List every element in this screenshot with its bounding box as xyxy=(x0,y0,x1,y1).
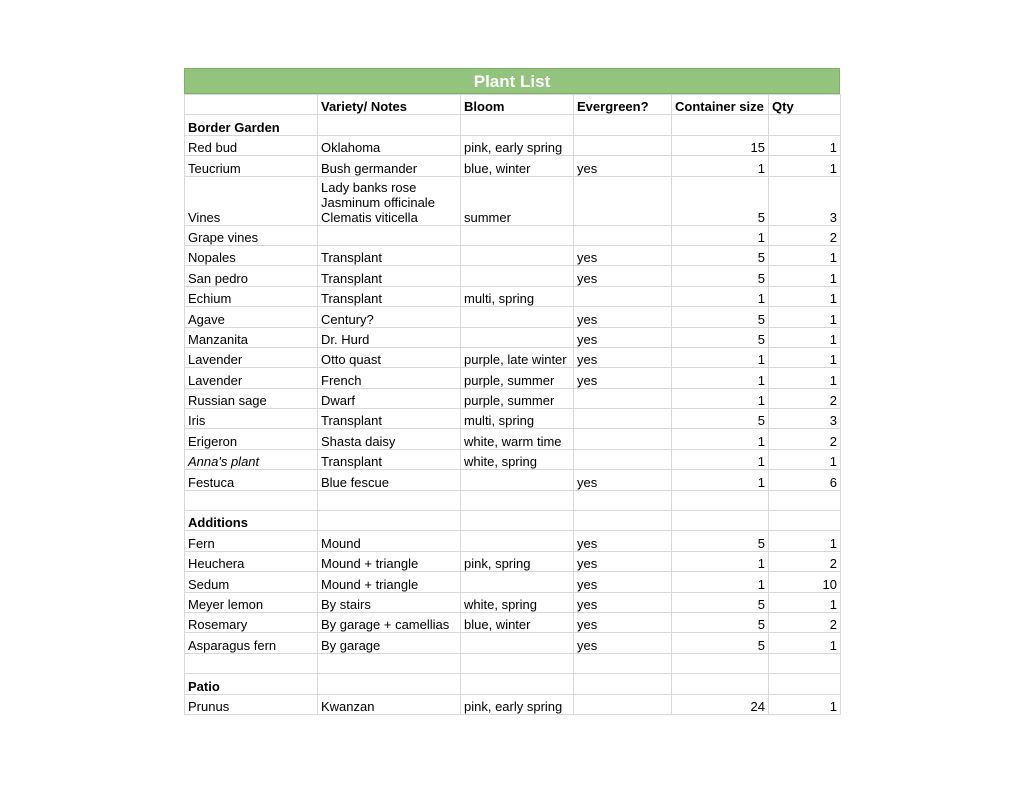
empty-cell[interactable] xyxy=(769,653,841,673)
plant-notes-cell[interactable] xyxy=(318,176,461,225)
plant-name-cell[interactable]: Heuchera xyxy=(185,551,318,571)
plant-bloom-cell[interactable] xyxy=(461,327,574,347)
plant-evergreen-cell[interactable]: yes xyxy=(574,307,672,327)
blank-row xyxy=(185,653,841,673)
plant-name-cell[interactable]: Sedum xyxy=(185,572,318,592)
plant-qty-cell[interactable]: 1 xyxy=(769,347,841,367)
empty-cell[interactable] xyxy=(461,674,574,694)
plant-evergreen-cell[interactable]: yes xyxy=(574,531,672,551)
plant-qty-cell[interactable]: 2 xyxy=(769,551,841,571)
empty-cell[interactable] xyxy=(461,511,574,531)
plant-container-cell[interactable]: 1 xyxy=(672,449,769,469)
header-cell-qty[interactable]: Qty xyxy=(769,95,841,115)
plant-name-cell[interactable]: Nopales xyxy=(185,245,318,265)
plant-container-cell[interactable]: 1 xyxy=(672,470,769,490)
plant-bloom-cell[interactable]: white, spring xyxy=(461,449,574,469)
plant-bloom-cell[interactable]: purple, summer xyxy=(461,368,574,388)
empty-cell[interactable] xyxy=(672,115,769,135)
plant-container-cell[interactable]: 5 xyxy=(672,245,769,265)
note-line: Mound + triangle xyxy=(321,576,419,592)
plant-notes-cell[interactable] xyxy=(318,470,461,490)
empty-cell[interactable] xyxy=(318,115,461,135)
plant-qty-cell[interactable]: 1 xyxy=(769,592,841,612)
plant-qty-cell[interactable]: 1 xyxy=(769,633,841,653)
plant-row xyxy=(185,449,841,469)
plant-evergreen-cell[interactable]: yes xyxy=(574,266,672,286)
plant-bloom-cell[interactable]: white, spring xyxy=(461,592,574,612)
plant-bloom-cell[interactable]: blue, winter xyxy=(461,156,574,176)
note-line: Shasta daisy xyxy=(321,433,396,449)
note-line: Dwarf xyxy=(321,393,355,409)
plant-name-cell[interactable]: Anna's plant xyxy=(185,449,318,469)
plant-qty-cell[interactable]: 1 xyxy=(769,135,841,155)
plant-notes-cell[interactable] xyxy=(318,429,461,449)
plant-container-cell[interactable]: 5 xyxy=(672,409,769,429)
section-header-row xyxy=(185,674,841,694)
plant-notes-cell[interactable] xyxy=(318,551,461,571)
section-name-cell[interactable]: Border Garden xyxy=(185,115,318,135)
plant-container-cell[interactable]: 15 xyxy=(672,135,769,155)
note-line: Transplant xyxy=(321,250,382,266)
plant-notes-cell[interactable] xyxy=(318,633,461,653)
plant-notes-cell[interactable] xyxy=(318,327,461,347)
plant-container-cell[interactable]: 1 xyxy=(672,429,769,449)
blank-row xyxy=(185,490,841,510)
plant-evergreen-cell[interactable]: yes xyxy=(574,633,672,653)
plant-notes-cell[interactable] xyxy=(318,266,461,286)
empty-cell[interactable] xyxy=(318,511,461,531)
note-line: Otto quast xyxy=(321,352,381,368)
plant-notes-cell[interactable] xyxy=(318,245,461,265)
plant-evergreen-cell[interactable] xyxy=(574,409,672,429)
plant-name-cell[interactable]: Prunus xyxy=(185,694,318,714)
note-line: By stairs xyxy=(321,596,371,612)
plant-qty-cell[interactable]: 3 xyxy=(769,409,841,429)
plant-evergreen-cell[interactable] xyxy=(574,449,672,469)
note-line: By garage xyxy=(321,637,381,653)
plant-bloom-cell[interactable]: purple, late winter xyxy=(461,347,574,367)
plant-name-cell[interactable]: Asparagus fern xyxy=(185,633,318,653)
plant-notes-cell[interactable] xyxy=(318,531,461,551)
plant-qty-cell[interactable]: 2 xyxy=(769,612,841,632)
empty-cell[interactable] xyxy=(574,511,672,531)
plant-name-cell[interactable]: Vines xyxy=(185,176,318,225)
empty-cell[interactable] xyxy=(461,490,574,510)
note-line: By garage + camellias xyxy=(321,617,450,633)
note-line: French xyxy=(321,372,362,388)
plant-bloom-cell[interactable] xyxy=(461,470,574,490)
plant-bloom-cell[interactable] xyxy=(461,633,574,653)
plant-row xyxy=(185,409,841,429)
plant-evergreen-cell[interactable]: yes xyxy=(574,327,672,347)
empty-cell[interactable] xyxy=(185,490,318,510)
plant-container-cell[interactable]: 5 xyxy=(672,176,769,225)
note-line: Dr. Hurd xyxy=(321,331,370,347)
plant-evergreen-cell[interactable] xyxy=(574,429,672,449)
plant-container-cell[interactable]: 1 xyxy=(672,347,769,367)
plant-notes-cell[interactable] xyxy=(318,694,461,714)
empty-cell[interactable] xyxy=(672,653,769,673)
note-line: Jasminum officinale xyxy=(321,194,435,210)
empty-cell[interactable] xyxy=(185,653,318,673)
empty-cell[interactable] xyxy=(461,653,574,673)
plant-evergreen-cell[interactable] xyxy=(574,286,672,306)
empty-cell[interactable] xyxy=(574,115,672,135)
plant-bloom-cell[interactable]: summer xyxy=(461,176,574,225)
plant-name-cell[interactable]: Lavender xyxy=(185,368,318,388)
plant-evergreen-cell[interactable] xyxy=(574,176,672,225)
plant-name-cell[interactable]: San pedro xyxy=(185,266,318,286)
plant-container-cell[interactable]: 5 xyxy=(672,307,769,327)
note-line: Lady banks rose xyxy=(321,179,417,195)
plant-container-cell[interactable]: 24 xyxy=(672,694,769,714)
header-cell-notes[interactable]: Variety/ Notes xyxy=(318,95,461,115)
plant-qty-cell[interactable]: 1 xyxy=(769,245,841,265)
plant-bloom-cell[interactable]: purple, summer xyxy=(461,388,574,408)
plant-qty-cell[interactable]: 6 xyxy=(769,470,841,490)
plant-row xyxy=(185,176,841,225)
note-line: Clematis viticella xyxy=(321,209,418,225)
plant-row xyxy=(185,470,841,490)
plant-qty-cell[interactable]: 1 xyxy=(769,368,841,388)
note-line: Mound xyxy=(321,535,361,551)
plant-evergreen-cell[interactable]: yes xyxy=(574,470,672,490)
plant-evergreen-cell[interactable] xyxy=(574,135,672,155)
plant-evergreen-cell[interactable] xyxy=(574,388,672,408)
empty-cell[interactable] xyxy=(672,490,769,510)
plant-name-cell[interactable]: Echium xyxy=(185,286,318,306)
plant-row xyxy=(185,612,841,632)
plant-notes-cell[interactable] xyxy=(318,156,461,176)
plant-row xyxy=(185,592,841,612)
plant-evergreen-cell[interactable]: yes xyxy=(574,347,672,367)
plant-evergreen-cell[interactable]: yes xyxy=(574,245,672,265)
plant-container-cell[interactable]: 1 xyxy=(672,368,769,388)
plant-notes-cell[interactable] xyxy=(318,449,461,469)
plant-qty-cell[interactable]: 1 xyxy=(769,307,841,327)
empty-cell[interactable] xyxy=(574,653,672,673)
plant-container-cell[interactable]: 1 xyxy=(672,286,769,306)
plant-row xyxy=(185,531,841,551)
header-row xyxy=(185,95,841,115)
plant-container-cell[interactable]: 1 xyxy=(672,572,769,592)
empty-cell[interactable] xyxy=(318,674,461,694)
empty-cell[interactable] xyxy=(769,674,841,694)
empty-cell[interactable] xyxy=(318,653,461,673)
plant-row xyxy=(185,307,841,327)
plant-qty-cell[interactable]: 3 xyxy=(769,176,841,225)
plant-container-cell[interactable]: 1 xyxy=(672,551,769,571)
note-line: Century? xyxy=(321,311,374,327)
section-name-cell[interactable]: Additions xyxy=(185,511,318,531)
plant-container-cell[interactable]: 1 xyxy=(672,156,769,176)
plant-bloom-cell[interactable]: white, warm time xyxy=(461,429,574,449)
plant-row xyxy=(185,225,841,245)
plant-table-body xyxy=(185,115,841,715)
plant-qty-cell[interactable]: 1 xyxy=(769,449,841,469)
plant-bloom-cell[interactable]: blue, winter xyxy=(461,612,574,632)
section-header-row xyxy=(185,115,841,135)
plant-evergreen-cell[interactable]: yes xyxy=(574,592,672,612)
plant-evergreen-cell[interactable]: yes xyxy=(574,572,672,592)
plant-name-cell[interactable]: Erigeron xyxy=(185,429,318,449)
plant-container-cell[interactable]: 5 xyxy=(672,633,769,653)
plant-name-cell[interactable]: Fern xyxy=(185,531,318,551)
note-line: Transplant xyxy=(321,454,382,470)
plant-bloom-cell[interactable]: pink, early spring xyxy=(461,694,574,714)
header-cell-evergreen[interactable]: Evergreen? xyxy=(574,95,672,115)
plant-name-cell[interactable]: Agave xyxy=(185,307,318,327)
plant-row xyxy=(185,327,841,347)
plant-notes-cell[interactable] xyxy=(318,612,461,632)
plant-qty-cell[interactable]: 1 xyxy=(769,327,841,347)
note-line: Mound + triangle xyxy=(321,556,419,572)
plant-name-cell[interactable]: Teucrium xyxy=(185,156,318,176)
plant-name-cell[interactable]: Lavender xyxy=(185,347,318,367)
section-name-cell[interactable]: Patio xyxy=(185,674,318,694)
empty-cell[interactable] xyxy=(672,674,769,694)
header-cell-bloom[interactable]: Bloom xyxy=(461,95,574,115)
plant-row xyxy=(185,388,841,408)
plant-name-cell[interactable]: Red bud xyxy=(185,135,318,155)
plant-list-sheet xyxy=(184,68,840,715)
plant-qty-cell[interactable]: 2 xyxy=(769,429,841,449)
plant-notes-cell[interactable] xyxy=(318,572,461,592)
plant-notes-cell[interactable] xyxy=(318,286,461,306)
plant-bloom-cell[interactable] xyxy=(461,531,574,551)
empty-cell[interactable] xyxy=(574,490,672,510)
plant-evergreen-cell[interactable] xyxy=(574,694,672,714)
plant-name-cell[interactable]: Iris xyxy=(185,409,318,429)
plant-container-cell[interactable]: 1 xyxy=(672,225,769,245)
plant-container-cell[interactable]: 5 xyxy=(672,531,769,551)
plant-notes-cell[interactable] xyxy=(318,347,461,367)
note-line: Blue fescue xyxy=(321,474,389,490)
plant-row xyxy=(185,633,841,653)
plant-name-cell[interactable]: Festuca xyxy=(185,470,318,490)
plant-row xyxy=(185,266,841,286)
plant-name-cell[interactable]: Grape vines xyxy=(185,225,318,245)
plant-row xyxy=(185,429,841,449)
plant-qty-cell[interactable]: 2 xyxy=(769,225,841,245)
plant-qty-cell[interactable]: 2 xyxy=(769,388,841,408)
plant-evergreen-cell[interactable]: yes xyxy=(574,551,672,571)
sheet-title: Plant List xyxy=(184,68,840,94)
plant-notes-cell[interactable] xyxy=(318,307,461,327)
plant-qty-cell[interactable]: 1 xyxy=(769,156,841,176)
empty-cell[interactable] xyxy=(318,490,461,510)
section-header-row xyxy=(185,511,841,531)
plant-qty-cell[interactable]: 1 xyxy=(769,694,841,714)
plant-bloom-cell[interactable] xyxy=(461,266,574,286)
plant-notes-cell[interactable] xyxy=(318,225,461,245)
header-cell-container[interactable]: Container size xyxy=(672,95,769,115)
plant-table xyxy=(184,94,841,715)
plant-container-cell[interactable]: 5 xyxy=(672,327,769,347)
plant-evergreen-cell[interactable]: yes xyxy=(574,368,672,388)
plant-container-cell[interactable]: 1 xyxy=(672,388,769,408)
plant-row xyxy=(185,572,841,592)
plant-row xyxy=(185,135,841,155)
plant-container-cell[interactable]: 5 xyxy=(672,612,769,632)
plant-bloom-cell[interactable] xyxy=(461,245,574,265)
plant-bloom-cell[interactable] xyxy=(461,572,574,592)
plant-row xyxy=(185,245,841,265)
plant-bloom-cell[interactable]: pink, spring xyxy=(461,551,574,571)
plant-bloom-cell[interactable]: pink, early spring xyxy=(461,135,574,155)
header-cell-name[interactable] xyxy=(185,95,318,115)
plant-bloom-cell[interactable]: multi, spring xyxy=(461,409,574,429)
plant-row xyxy=(185,347,841,367)
plant-notes-cell[interactable] xyxy=(318,409,461,429)
plant-qty-cell[interactable]: 1 xyxy=(769,531,841,551)
note-line: Transplant xyxy=(321,270,382,286)
note-line: Transplant xyxy=(321,413,382,429)
plant-row xyxy=(185,286,841,306)
plant-bloom-cell[interactable] xyxy=(461,307,574,327)
empty-cell[interactable] xyxy=(461,115,574,135)
plant-name-cell[interactable]: Russian sage xyxy=(185,388,318,408)
empty-cell[interactable] xyxy=(574,674,672,694)
plant-name-cell[interactable]: Rosemary xyxy=(185,612,318,632)
plant-notes-cell[interactable] xyxy=(318,135,461,155)
note-line: Kwanzan xyxy=(321,698,375,714)
empty-cell[interactable] xyxy=(769,115,841,135)
empty-cell[interactable] xyxy=(769,511,841,531)
plant-bloom-cell[interactable]: multi, spring xyxy=(461,286,574,306)
plant-row xyxy=(185,551,841,571)
plant-row xyxy=(185,694,841,714)
plant-evergreen-cell[interactable]: yes xyxy=(574,156,672,176)
plant-name-cell[interactable]: Manzanita xyxy=(185,327,318,347)
plant-notes-cell[interactable] xyxy=(318,368,461,388)
plant-evergreen-cell[interactable]: yes xyxy=(574,612,672,632)
empty-cell[interactable] xyxy=(769,490,841,510)
plant-qty-cell[interactable]: 1 xyxy=(769,266,841,286)
plant-container-cell[interactable]: 5 xyxy=(672,266,769,286)
plant-evergreen-cell[interactable] xyxy=(574,225,672,245)
plant-row xyxy=(185,368,841,388)
note-line: Transplant xyxy=(321,291,382,307)
plant-name-cell[interactable]: Meyer lemon xyxy=(185,592,318,612)
plant-row xyxy=(185,156,841,176)
plant-notes-cell[interactable] xyxy=(318,592,461,612)
note-line: Oklahoma xyxy=(321,140,381,156)
plant-qty-cell[interactable]: 10 xyxy=(769,572,841,592)
note-line: Bush germander xyxy=(321,160,418,176)
plant-qty-cell[interactable]: 1 xyxy=(769,286,841,306)
plant-container-cell[interactable]: 5 xyxy=(672,592,769,612)
plant-notes-cell[interactable] xyxy=(318,388,461,408)
empty-cell[interactable] xyxy=(672,511,769,531)
plant-bloom-cell[interactable] xyxy=(461,225,574,245)
